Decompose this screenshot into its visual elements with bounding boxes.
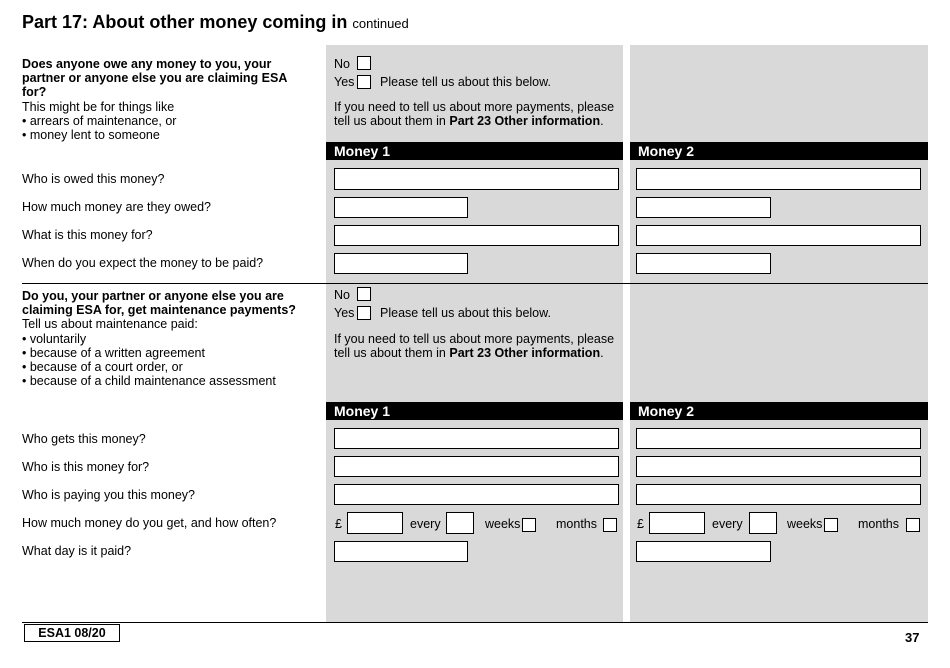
section2-money-1-header: Money 1 [326, 402, 623, 420]
section1-yes-note: Please tell us about this below. [380, 75, 551, 89]
section1-bullet: • arrears of maintenance, or [22, 114, 312, 128]
section2-field-label: Who is this money for? [22, 460, 150, 474]
money-2-column-background [630, 45, 928, 623]
owed-who-input-money-1[interactable] [334, 168, 619, 190]
section2-question-block [22, 289, 312, 388]
months-checkbox-money-1[interactable] [603, 518, 617, 532]
section1-bullet-list [22, 114, 312, 142]
payment-day-input-money-1[interactable] [334, 541, 468, 562]
section2-money-2-header: Money 2 [630, 402, 928, 420]
section2-intro: Tell us about maintenance paid: [22, 317, 198, 332]
maintenance-amount-input-money-2[interactable] [649, 512, 705, 534]
section1-field-label: Who is owed this money? [22, 172, 165, 186]
owed-when-input-money-1[interactable] [334, 253, 468, 274]
section1-field-label: How much money are they owed? [22, 200, 211, 214]
page-title [22, 12, 409, 33]
owed-for-input-money-2[interactable] [636, 225, 921, 246]
maintenance-amount-input-money-1[interactable] [347, 512, 403, 534]
section2-field-label: How much money do you get, and how often? [22, 516, 277, 530]
section1-field-label: When do you expect the money to be paid? [22, 256, 264, 270]
section1-money-2-header: Money 2 [630, 142, 928, 160]
section1-field-label: What is this money for? [22, 228, 153, 242]
section2-field-label: Who gets this money? [22, 432, 146, 446]
section1-money-1-header: Money 1 [326, 142, 623, 160]
maintenance-payer-input-money-2[interactable] [636, 484, 921, 505]
maintenance-frequency-input-money-2[interactable] [749, 512, 777, 534]
owed-amount-input-money-1[interactable] [334, 197, 468, 218]
section2-field-label: What day is it paid? [22, 544, 132, 558]
weeks-label: weeks [787, 517, 823, 531]
section2-more-info-text: If you need to tell us about more payments, please tell us about them in [334, 332, 615, 361]
payment-day-input-money-2[interactable] [636, 541, 771, 562]
currency-symbol: £ [637, 517, 644, 531]
section2-bullet: • because of a court order, or [22, 360, 312, 374]
months-checkbox-money-2[interactable] [906, 518, 920, 532]
weeks-label: weeks [485, 517, 521, 531]
maintenance-for-input-money-1[interactable] [334, 456, 619, 477]
section2-bullet-list [22, 332, 312, 389]
maintenance-recipient-input-money-2[interactable] [636, 428, 921, 449]
page-number: 37 [905, 630, 920, 645]
section2-more-info-end: . [600, 346, 604, 361]
section2-bullet: • because of a written agreement [22, 346, 312, 360]
section2-field-label: Who is paying you this money? [22, 488, 196, 502]
section2-bullet: • because of a child maintenance assessment [22, 374, 312, 388]
section1-bullet: • money lent to someone [22, 128, 312, 142]
page-title-text: Part 17: About other money coming in [22, 12, 348, 32]
owed-who-input-money-2[interactable] [636, 168, 921, 190]
every-label: every [410, 517, 441, 531]
weeks-checkbox-money-1[interactable] [522, 518, 536, 532]
section1-more-info [334, 100, 624, 128]
maintenance-recipient-input-money-1[interactable] [334, 428, 619, 449]
currency-symbol: £ [335, 517, 342, 531]
form-code-badge: ESA1 08/20 [24, 624, 120, 642]
section2-no-label: No [334, 288, 350, 302]
every-label: every [712, 517, 743, 531]
maintenance-for-input-money-2[interactable] [636, 456, 921, 477]
owed-for-input-money-1[interactable] [334, 225, 619, 246]
section2-more-info-link: Part 23 Other information [449, 346, 601, 361]
section2-more-info [334, 332, 624, 360]
section2-bullet: • voluntarily [22, 332, 312, 346]
section1-more-info-text: If you need to tell us about more payments, please tell us about them in [334, 100, 615, 129]
maintenance-payer-input-money-1[interactable] [334, 484, 619, 505]
months-label: months [556, 517, 597, 531]
section1-yes-checkbox[interactable] [357, 75, 371, 89]
owed-amount-input-money-2[interactable] [636, 197, 771, 218]
section2-yes-label: Yes [334, 306, 355, 320]
section1-question: Does anyone owe any money to you, your partner or anyone else you are claiming ESA for? [22, 57, 287, 100]
section2-yes-checkbox[interactable] [357, 306, 371, 320]
section1-no-label: No [334, 57, 350, 71]
owed-when-input-money-2[interactable] [636, 253, 771, 274]
section1-no-checkbox[interactable] [357, 56, 371, 70]
section1-intro: This might be for things like [22, 99, 175, 114]
weeks-checkbox-money-2[interactable] [824, 518, 838, 532]
page-bottom-rule [22, 622, 928, 623]
maintenance-frequency-input-money-1[interactable] [446, 512, 474, 534]
section2-question: Do you, your partner or anyone else you are claiming ESA for, get maintenance payments? [22, 289, 296, 318]
section2-yes-note: Please tell us about this below. [380, 306, 551, 320]
section-divider [22, 283, 928, 284]
section1-more-info-end: . [600, 114, 604, 129]
section1-yes-label: Yes [334, 75, 355, 89]
section2-no-checkbox[interactable] [357, 287, 371, 301]
months-label: months [858, 517, 899, 531]
section1-more-info-link: Part 23 Other information [449, 114, 601, 129]
page-title-suffix: continued [352, 16, 409, 31]
section1-question-block [22, 57, 312, 142]
